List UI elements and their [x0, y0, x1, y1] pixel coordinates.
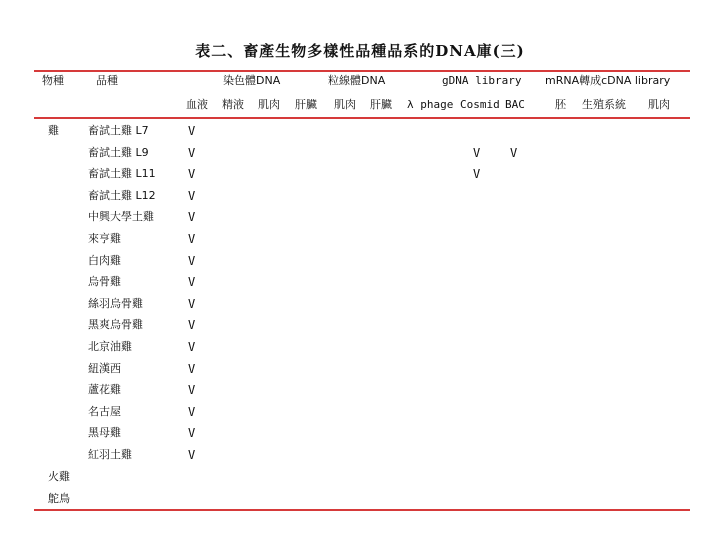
blood-mark: V	[188, 362, 196, 376]
species-chicken: 雞	[48, 124, 59, 137]
table-title: 表二、畜產生物多樣性品種品系的DNA庫(三)	[195, 42, 525, 60]
header-species: 物種	[42, 74, 64, 87]
blood-mark: V	[188, 426, 196, 440]
breed-name: 黑母雞	[88, 426, 121, 439]
subheader-embryo: 胚	[555, 98, 566, 111]
subheader-semen: 精液	[222, 98, 244, 111]
blood-mark: V	[188, 167, 196, 181]
blood-mark: V	[188, 232, 196, 246]
blood-mark: V	[188, 124, 196, 138]
blood-mark: V	[188, 340, 196, 354]
bac-mark: V	[510, 146, 518, 160]
header-mrna-cdna-library: mRNA轉成cDNA library	[545, 74, 671, 87]
breed-name: 紅羽土雞	[88, 448, 132, 461]
breed-name: 來亨雞	[88, 232, 121, 245]
species-ostrich: 鴕鳥	[48, 492, 70, 505]
breed-name: 畜試土雞 L12	[88, 189, 156, 202]
cosmid-mark: V	[473, 167, 481, 181]
blood-mark: V	[188, 189, 196, 203]
blood-mark: V	[188, 146, 196, 160]
blood-mark: V	[188, 254, 196, 268]
breed-name: 紐漢西	[88, 362, 121, 375]
subheader-lambda-phage: λ phage	[407, 98, 454, 111]
header-rule	[34, 117, 690, 119]
breed-name: 中興大學土雞	[88, 210, 154, 223]
breed-name: 畜試土雞 L7	[88, 124, 149, 137]
breed-name: 黑爽烏骨雞	[88, 318, 143, 331]
header-gdna-library: gDNA library	[442, 74, 522, 87]
subheader-reproductive-system: 生殖系統	[582, 98, 626, 111]
subheader-muscle: 肌肉	[258, 98, 280, 111]
subheader-cosmid: Cosmid	[460, 98, 500, 111]
top-rule	[34, 70, 690, 72]
blood-mark: V	[188, 405, 196, 419]
breed-name: 畜試土雞 L9	[88, 146, 149, 159]
subheader-liver: 肝臟	[295, 98, 317, 111]
cosmid-mark: V	[473, 146, 481, 160]
blood-mark: V	[188, 297, 196, 311]
breed-name: 絲羽烏骨雞	[88, 297, 143, 310]
blood-mark: V	[188, 448, 196, 462]
blood-mark: V	[188, 210, 196, 224]
subheader-cdna-muscle: 肌肉	[648, 98, 670, 111]
subheader-bac: BAC	[505, 98, 525, 111]
breed-name: 烏骨雞	[88, 275, 121, 288]
subheader-blood: 血液	[186, 98, 208, 111]
breed-name: 北京油雞	[88, 340, 132, 353]
breed-name: 蘆花雞	[88, 383, 121, 396]
bottom-rule	[34, 509, 690, 511]
breed-name: 白肉雞	[88, 254, 121, 267]
blood-mark: V	[188, 383, 196, 397]
header-mitochondrial-dna: 粒線體DNA	[328, 74, 386, 87]
breed-name: 名古屋	[88, 405, 121, 418]
blood-mark: V	[188, 318, 196, 332]
subheader-mito-liver: 肝臟	[370, 98, 392, 111]
header-breed: 品種	[96, 74, 118, 87]
subheader-mito-muscle: 肌肉	[334, 98, 356, 111]
breed-name: 畜試土雞 L11	[88, 167, 156, 180]
species-turkey: 火雞	[48, 470, 70, 483]
header-chromosomal-dna: 染色體DNA	[223, 74, 281, 87]
blood-mark: V	[188, 275, 196, 289]
